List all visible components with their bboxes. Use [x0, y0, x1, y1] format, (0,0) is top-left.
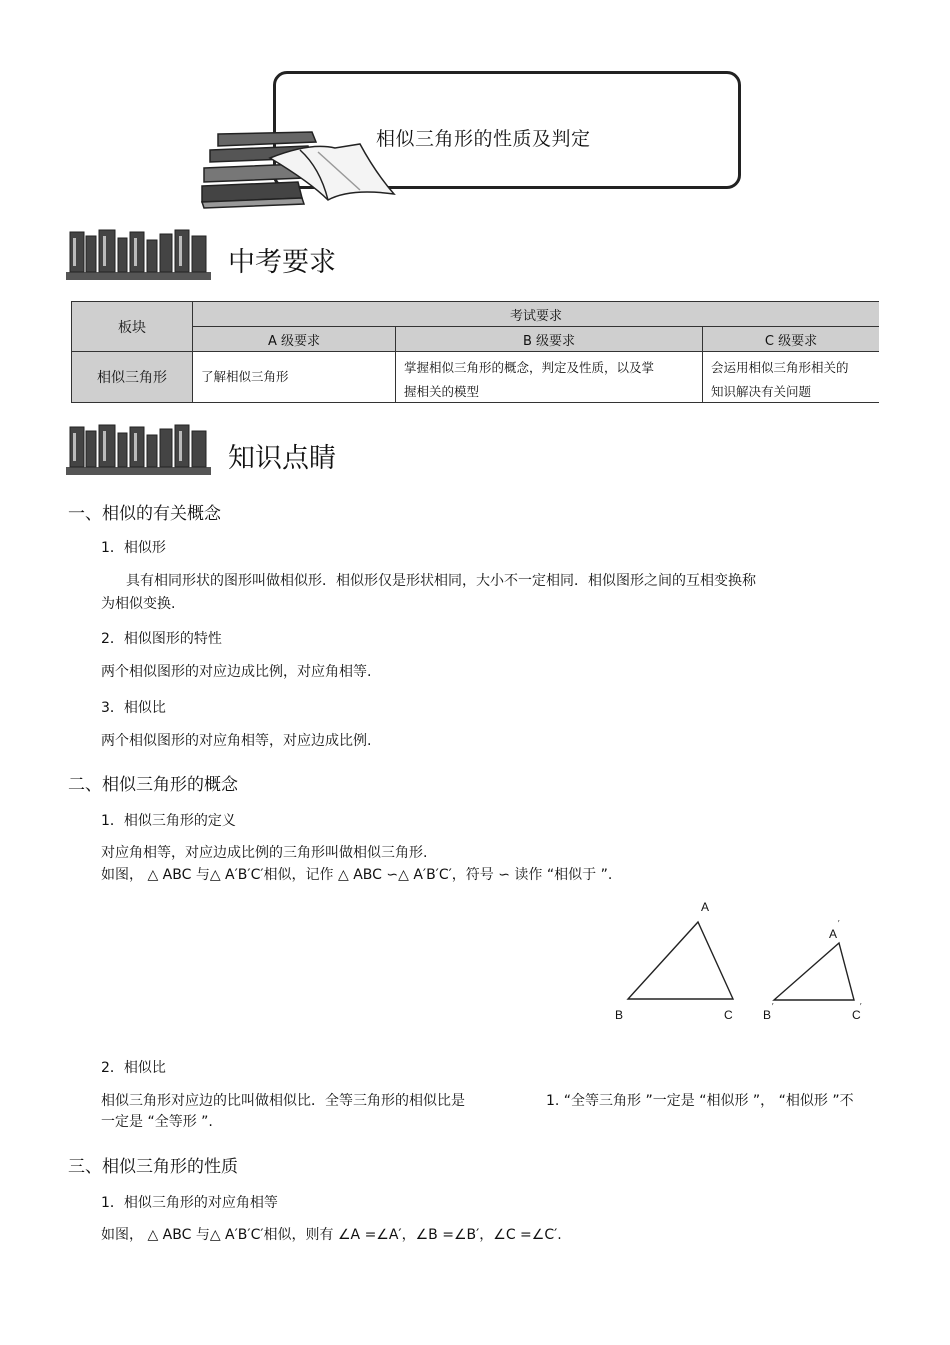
- part1-item1-line2: 为相似变换.: [101, 596, 176, 612]
- label-a: A: [701, 900, 710, 914]
- part2-item1-text: 对应角相等，对应边成比例的三角形叫做相似三角形.: [101, 845, 428, 861]
- cell-a: 了解相似三角形: [193, 352, 396, 402]
- cell-c-line1: 会运用相似三角形相关的: [711, 360, 849, 375]
- cell-c-line2: 知识解决有关问题: [711, 384, 812, 399]
- part1-item1-line1: 具有相同形状的图形叫做相似形．相似形仅是形状相同，大小不一定相同．相似图形之间的互相变换称: [126, 573, 756, 589]
- row-label: 相似三角形: [72, 352, 193, 402]
- part2-item2-title: 2．相似比: [101, 1060, 166, 1076]
- label-b: B: [615, 1008, 624, 1022]
- document-title: 相似三角形的性质及判定: [376, 128, 591, 150]
- header-block: 板块: [72, 302, 193, 352]
- part2-item2-line1-right: 1. “全等三角形 ”一定是 “相似形 ”， “相似形 ”不: [546, 1093, 854, 1109]
- part2-item1-figline: 如图， △ ABC 与△ A′B′C′相似，记作 △ ABC ∽△ A′B′C′，符号 ∽ 读作 “相似于 ”.: [101, 867, 613, 883]
- label-b-prime-mark: ′: [772, 1002, 774, 1011]
- part2-item2-line2: 一定是 “全等形 ”.: [101, 1114, 213, 1130]
- part3-heading: 三、相似三角形的性质: [68, 1157, 238, 1177]
- books-icon: [200, 128, 400, 210]
- bookshelf-banner-icon: [66, 423, 211, 475]
- header-level-b: B 级要求: [396, 327, 703, 352]
- part2-heading: 二、相似三角形的概念: [68, 775, 238, 795]
- triangle-abc-prime: [774, 943, 854, 1000]
- label-c: C: [724, 1008, 733, 1022]
- part1-item2-text: 两个相似图形的对应边成比例，对应角相等.: [101, 664, 372, 680]
- part2-item2-line1-left: 相似三角形对应边的比叫做相似比．全等三角形的相似比是: [101, 1093, 465, 1109]
- requirements-table: [71, 301, 879, 403]
- cell-b-line1: 掌握相似三角形的概念，判定及性质，以及掌: [404, 360, 655, 375]
- label-c-prime-letter: C: [852, 1008, 861, 1022]
- part3-item1-text: 如图， △ ABC 与△ A′B′C′相似，则有 ∠A =∠A′，∠B =∠B′，∠C =∠C′.: [101, 1227, 562, 1243]
- label-a-prime-mark: ′: [838, 919, 840, 928]
- part3-item1-title: 1．相似三角形的对应角相等: [101, 1195, 278, 1211]
- cell-b: [396, 352, 703, 402]
- triangle-abc: [628, 922, 733, 999]
- header-exam: 考试要求: [193, 302, 879, 327]
- header-level-a: A 级要求: [193, 327, 396, 352]
- section-title-knowledge: 知识点睛: [228, 443, 336, 474]
- part1-heading: 一、相似的有关概念: [68, 504, 221, 524]
- similar-triangles-figure: [600, 898, 870, 1028]
- part2-item1-title: 1．相似三角形的定义: [101, 813, 236, 829]
- cell-b-line2: 握相关的模型: [404, 384, 480, 399]
- bookshelf-banner-icon: [66, 228, 211, 280]
- part1-item1-title: 1．相似形: [101, 540, 166, 556]
- part1-item2-title: 2．相似图形的特性: [101, 631, 222, 647]
- part1-item3-text: 两个相似图形的对应角相等，对应边成比例.: [101, 733, 372, 749]
- cell-c: [703, 352, 879, 402]
- header-level-c: C 级要求: [703, 327, 879, 352]
- section-title-requirements: 中考要求: [228, 247, 336, 278]
- label-c-prime-mark: ′: [860, 1002, 862, 1011]
- part1-item3-title: 3．相似比: [101, 700, 166, 716]
- label-b-prime-letter: B: [763, 1008, 772, 1022]
- label-a-prime-letter: A: [829, 927, 838, 941]
